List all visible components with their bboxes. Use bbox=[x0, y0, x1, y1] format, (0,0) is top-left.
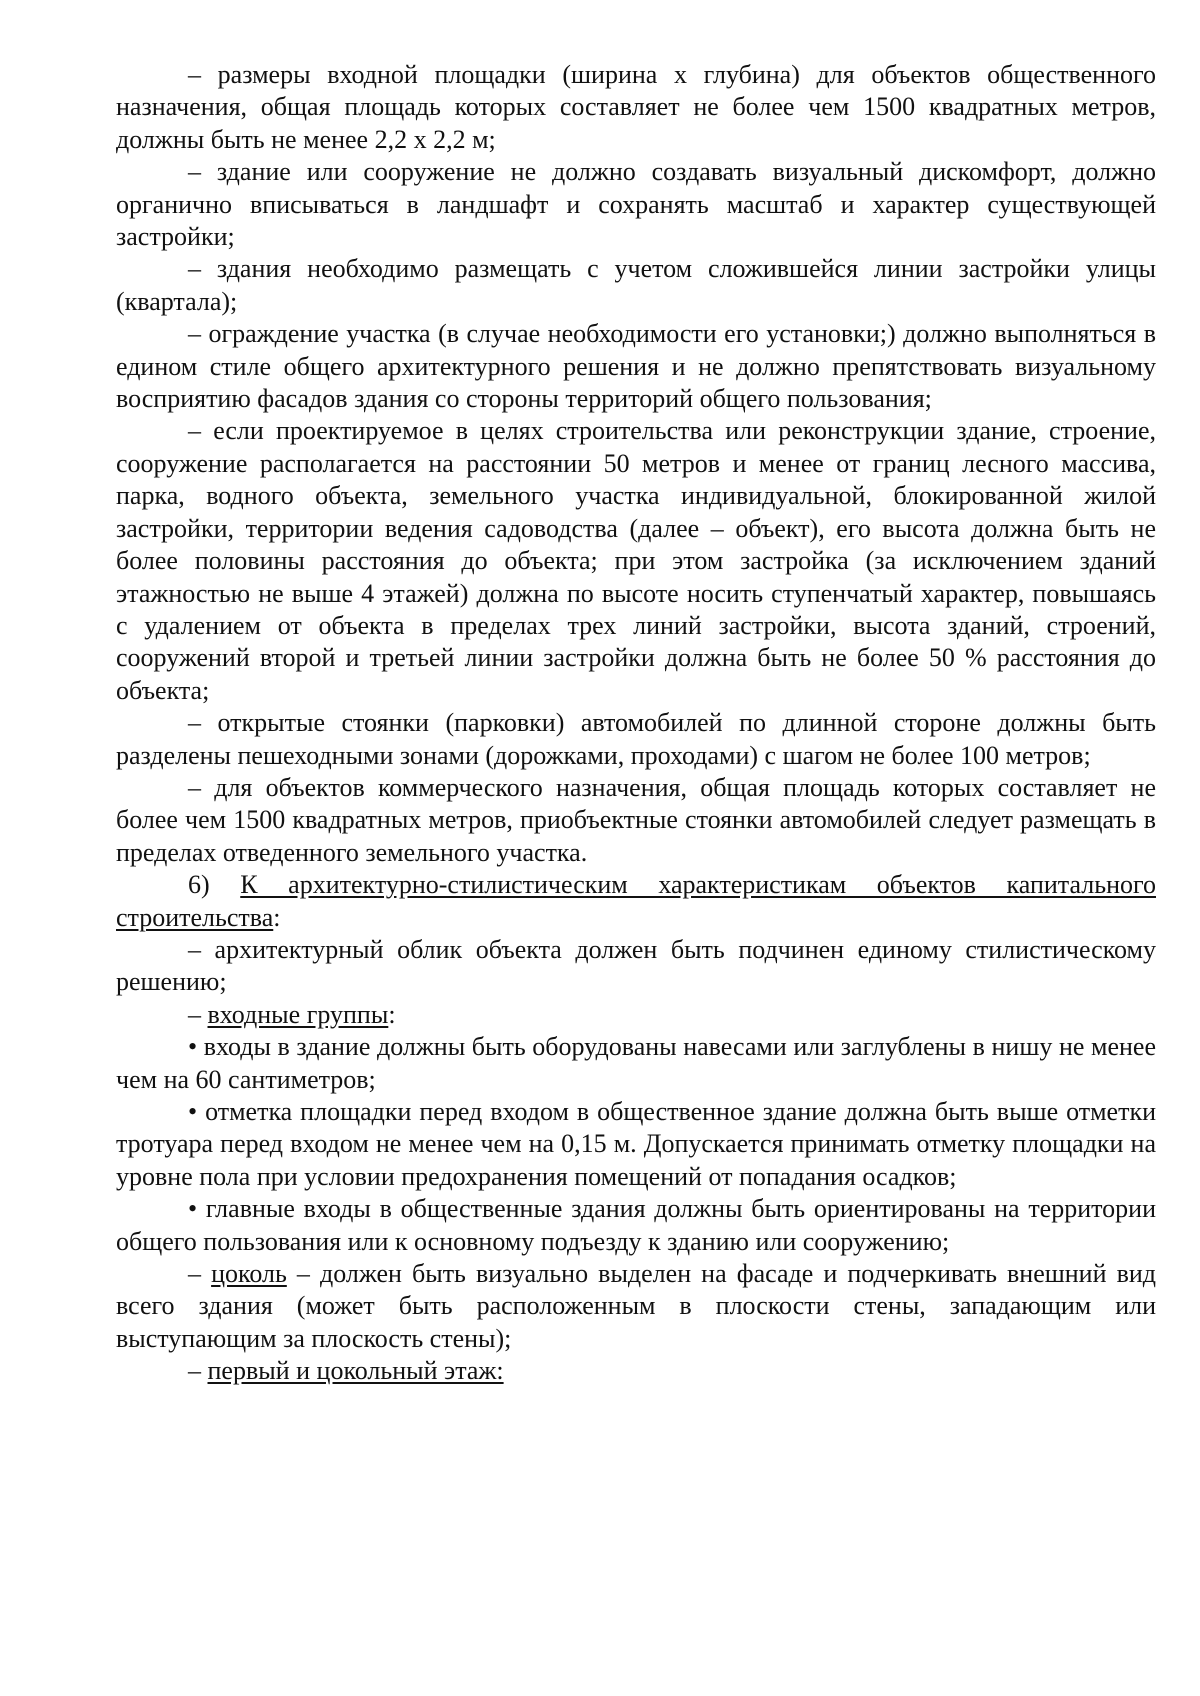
paragraph-text: – если проектируемое в целях строительства или реконструкции здание, строение, сооружение располагается на расстоянии 50 метров и менее от границ лесного массива, парка, водного объекта, земельного участка индивидуальной, блокированной жилой застройки, территории ведения садоводства (далее – объект), его высота должна быть не более половины расстояния до объекта; при этом застройка (за исключением зданий этажностью не выше 4 этажей) должна по высоте носить ступенчатый характер, повышаясь с удалением от объекта в пределах трех линий застройки, высота зданий, строений, сооружений второй и третьей линии застройки должна быть не более 50 % расстояния до объекта; bbox=[116, 416, 1156, 705]
paragraph-parking-zones bbox=[116, 707, 1156, 772]
section-number: 6) bbox=[188, 870, 241, 900]
bullet-text: • отметка площадки перед входом в общественное здание должна быть выше отметки тротуара перед входом не менее чем на 0,15 м. Допускается принимать отметку площадки на уровне пола при условии предохранения помещений от попадания осадков; bbox=[116, 1097, 1156, 1191]
paragraph-text: – для объектов коммерческого назначения, общая площадь которых составляет не более чем 1500 квадратных метров, приобъектные стоянки автомобилей следует размещать в пределах отведенного земельного участка. bbox=[116, 772, 1156, 867]
paragraph-plinth bbox=[116, 1258, 1156, 1355]
bullet-canopies bbox=[116, 1031, 1156, 1096]
section-title: К архитектурно-стилистическим характеристикам объектов капитального строительства bbox=[116, 870, 1156, 932]
bullet-text: • главные входы в общественные здания должны быть ориентированы на территории общего пользования или к основному подъезду к зданию или сооружению; bbox=[116, 1194, 1156, 1256]
paragraph-architectural-style bbox=[116, 934, 1156, 999]
paragraph-text: – должен быть визуально выделен на фасаде и подчеркивать внешний вид всего здания (может быть расположенным в плоскости стены, западающим или выступающим за плоскость стены); bbox=[116, 1259, 1157, 1353]
subheading-colon: : bbox=[388, 999, 396, 1029]
paragraph-text: – размеры входной площадки (ширина х глубина) для объектов общественного назначения, общая площадь которых составляет не более чем 1500 квадратных метров, должны быть не менее 2,2 х 2,2 м; bbox=[116, 60, 1156, 154]
bullet-text: • входы в здание должны быть оборудованы навесами или заглублены в нишу не менее чем на 60 сантиметров; bbox=[116, 1032, 1156, 1094]
paragraph-text: – открытые стоянки (парковки) автомобилей по длинной стороне должны быть разделены пешеходными зонами (дорожками, проходами) с шагом не более 100 метров; bbox=[116, 708, 1156, 770]
section-heading-architecture bbox=[116, 869, 1156, 934]
subheading-dash: – bbox=[188, 999, 208, 1029]
bullet-entrance-level bbox=[116, 1096, 1156, 1193]
paragraph-text: – здания необходимо размещать с учетом сложившейся линии застройки улицы (квартала); bbox=[116, 254, 1156, 316]
paragraph-text: – архитектурный облик объекта должен быть подчинен единому стилистическому решению; bbox=[116, 934, 1156, 997]
paragraph-text: – здание или сооружение не должно создавать визуальный дискомфорт, должно органично вписываться в ландшафт и сохранять масштаб и характер существующей застройки; bbox=[116, 157, 1156, 252]
paragraph-dash: – bbox=[188, 1259, 212, 1289]
subheading-title: первый и цокольный этаж: bbox=[207, 1356, 504, 1386]
paragraph-building-line bbox=[116, 253, 1156, 318]
paragraph-commercial-parking bbox=[116, 772, 1156, 869]
paragraph-text: – ограждение участка (в случае необходимости его установки;) должно выполняться в едином стиле общего архитектурного решения и не должно препятствовать визуальному восприятию фасадов здания со стороны территорий общего пользования; bbox=[116, 319, 1156, 414]
paragraph-visual-comfort bbox=[116, 156, 1156, 253]
document-page bbox=[116, 59, 1156, 1388]
bullet-main-entrances bbox=[116, 1193, 1156, 1258]
subheading-first-floor bbox=[116, 1355, 1156, 1387]
section-colon: : bbox=[273, 902, 281, 932]
paragraph-fencing bbox=[116, 318, 1156, 415]
subheading-title: входные группы bbox=[207, 999, 389, 1029]
paragraph-height-limits bbox=[116, 415, 1156, 707]
subheading-entrance-groups bbox=[116, 999, 1156, 1031]
plinth-term: цоколь bbox=[211, 1259, 287, 1289]
subheading-dash: – bbox=[188, 1356, 208, 1386]
paragraph-entrance-size bbox=[116, 59, 1156, 156]
